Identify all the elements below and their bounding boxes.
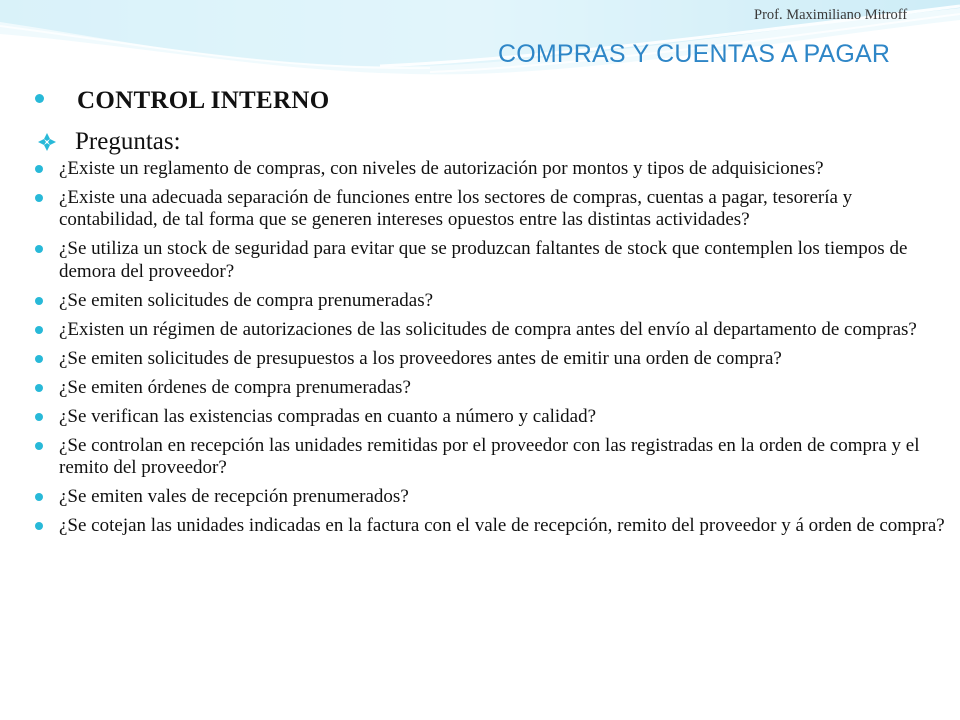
bullet-icon [35, 326, 43, 334]
bullet-icon [35, 165, 43, 173]
question-item [35, 486, 950, 508]
slide-title: COMPRAS Y CUENTAS A PAGAR [498, 40, 891, 68]
bullet-icon [35, 297, 43, 305]
question-item [35, 319, 950, 341]
question-text: ¿Se cotejan las unidades indicadas en la factura con el vale de recepción, remito del proveedor y á orden de compra? [59, 515, 945, 537]
question-item [35, 158, 950, 180]
bullet-icon [35, 194, 43, 202]
question-text: ¿Se utiliza un stock de seguridad para evitar que se produzcan faltantes de stock que contemplen los tiempos de demora del proveedor? [59, 238, 908, 282]
bullet-icon [35, 493, 43, 501]
bullet-icon [35, 245, 43, 253]
question-item [35, 515, 950, 537]
question-item [35, 290, 950, 312]
question-item [35, 435, 950, 480]
question-item [35, 238, 950, 283]
question-item [35, 377, 950, 399]
question-text: ¿Se emiten solicitudes de presupuestos a los proveedores antes de emitir una orden de compra? [59, 347, 782, 369]
bullet-icon [35, 355, 43, 363]
dot-icon [35, 94, 44, 103]
bullet-icon [35, 384, 43, 392]
bullet-icon [35, 413, 43, 421]
question-list [35, 158, 950, 544]
subheading-row [37, 124, 181, 160]
question-text: ¿Se emiten solicitudes de compra prenumeradas? [59, 289, 434, 311]
question-text: ¿Existe una adecuada separación de funciones entre los sectores de compras, cuentas a pagar, tesorería y contabilidad, de tal forma que se generen intereses opuestos entre las distintas actividades? [59, 187, 853, 231]
bullet-icon [35, 442, 43, 450]
question-text: ¿Se emiten órdenes de compra prenumeradas? [59, 376, 411, 398]
question-text: ¿Existe un reglamento de compras, con niveles de autorización por montos y tipos de adquisiciones? [59, 158, 824, 179]
diamond-icon [37, 132, 57, 152]
question-text: ¿Se emiten vales de recepción prenumerados? [59, 486, 409, 508]
question-item [35, 348, 950, 370]
heading-row [35, 83, 329, 119]
question-text: ¿Se verifican las existencias compradas en cuanto a número y calidad? [59, 405, 597, 427]
question-text: ¿Existen un régimen de autorizaciones de las solicitudes de compra antes del envío al departamento de compras? [59, 318, 917, 340]
question-text: ¿Se controlan en recepción las unidades remitidas por el proveedor con las registradas en la orden de compra y el remito del proveedor? [59, 434, 920, 479]
bullet-icon [35, 522, 43, 530]
question-item [35, 187, 950, 232]
subheading: Preguntas: [75, 128, 181, 155]
question-item [35, 406, 950, 428]
author-label: Prof. Maximiliano Mitroff [754, 7, 908, 23]
section-heading: CONTROL INTERNO [77, 87, 330, 114]
